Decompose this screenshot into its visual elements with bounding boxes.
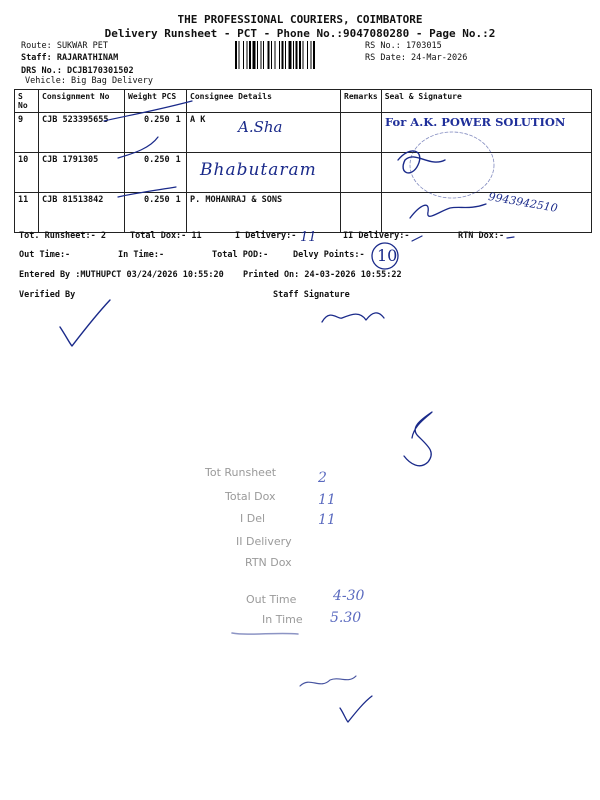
company-title: THE PROFESSIONAL COURIERS, COIMBATORE [177, 13, 423, 26]
bleed-line: Out Time [246, 593, 297, 606]
bleed-through-signature [300, 676, 356, 686]
delvy-points-handwritten: 10 [377, 246, 398, 265]
ii-delivery-mark [412, 236, 422, 241]
col-weight-pcs: Weight PCS [125, 90, 187, 113]
bleed-value: 11 [318, 492, 336, 508]
i-delivery-handwritten: 11 [300, 230, 317, 245]
row-sno: 10 [15, 153, 39, 193]
total-dox: Total Dox:- 11 [130, 231, 202, 241]
staff-label: Staff: RAJARATHINAM [21, 53, 119, 63]
route-label: Route: SUKWAR PET [21, 41, 108, 51]
row-weight: 0.250 [144, 115, 170, 125]
bleed-line: I Del [240, 512, 266, 525]
ii-delivery: II Delivery:- [343, 231, 410, 241]
row-sno: 11 [15, 193, 39, 233]
col-consignment: Consignment No [39, 90, 125, 113]
row-pcs: 1 [175, 155, 181, 165]
row-consignee: P. MOHANRAJ & SONS [187, 193, 341, 233]
bleed-line: RTN Dox [245, 556, 292, 569]
in-time: In Time:- [118, 250, 165, 260]
bleed-line: Total Dox [225, 490, 276, 503]
row-consignment: CJB 1791305 [39, 153, 125, 193]
row11-seal-signature [410, 204, 486, 218]
row-consignment: CJB 523395655 [39, 113, 125, 153]
strike-mark [118, 137, 158, 158]
row9-handwritten-signature: A.Sha [238, 118, 283, 136]
rs-no-label: RS No.: 1703015 [365, 41, 442, 51]
s-mark [404, 412, 432, 466]
drs-label: DRS No.: DCJB170301502 [21, 66, 134, 76]
row-consignment: CJB 81513842 [39, 193, 125, 233]
strike-mark [118, 187, 176, 197]
row-weight: 0.250 [144, 155, 170, 165]
bleed-value: 5.30 [330, 610, 362, 626]
verified-by: Verified By [19, 290, 76, 300]
bleed-line: II Delivery [236, 535, 292, 548]
col-sno: S No [15, 90, 39, 113]
row-pcs: 1 [175, 115, 181, 125]
rtn-dox: RTN Dox:- [458, 231, 505, 241]
out-time: Out Time:- [19, 250, 71, 260]
bleed-through-tick [340, 696, 372, 722]
rtn-dox-mark [507, 237, 514, 238]
phone-handwritten: 9943942510 [487, 190, 559, 215]
seal-circle [410, 132, 494, 198]
col-consignee: Consignee Details [187, 90, 341, 113]
row10-handwritten-signature: Bhabutaram [200, 160, 317, 180]
row10-seal-signature [398, 151, 445, 173]
i-delivery: I Delivery:- [235, 231, 297, 241]
delvy-points: Delvy Points:- [293, 250, 365, 260]
runsheet-subtitle: Delivery Runsheet - PCT - Phone No.:9047080280 - Page No.:2 [104, 27, 496, 40]
bleed-through-scribble [232, 633, 298, 634]
bleed-value: 11 [318, 512, 336, 528]
staff-signature-mark [322, 313, 384, 322]
rs-date-label: RS Date: 24-Mar-2026 [365, 53, 468, 63]
bleed-line: Tot Runsheet [205, 466, 277, 479]
bleed-value: 2 [318, 470, 327, 486]
staff-signature: Staff Signature [273, 290, 350, 300]
row-weight: 0.250 [144, 195, 170, 205]
col-remarks: Remarks [341, 90, 382, 113]
row-sno: 9 [15, 113, 39, 153]
row-pcs: 1 [175, 195, 181, 205]
total-pod: Total POD:- [212, 250, 269, 260]
company-stamp: For A.K. POWER SOLUTION [385, 115, 566, 129]
verified-by-signature [60, 300, 110, 346]
bleed-value: 4-30 [333, 588, 365, 604]
col-seal-signature: Seal & Signature [381, 90, 591, 113]
strike-mark [104, 101, 192, 121]
entered-by: Entered By :MUTHUPCT 03/24/2026 10:55:20 [19, 270, 224, 280]
printed-on: Printed On: 24-03-2026 10:55:22 [243, 270, 402, 280]
bleed-line: In Time [262, 613, 303, 626]
tot-runsheet: Tot. Runsheet:- 2 [19, 231, 106, 241]
vehicle-label: Vehicle: Big Bag Delivery [25, 76, 153, 86]
delvy-points-circle [372, 243, 398, 269]
row-consignee: A K [187, 113, 341, 153]
